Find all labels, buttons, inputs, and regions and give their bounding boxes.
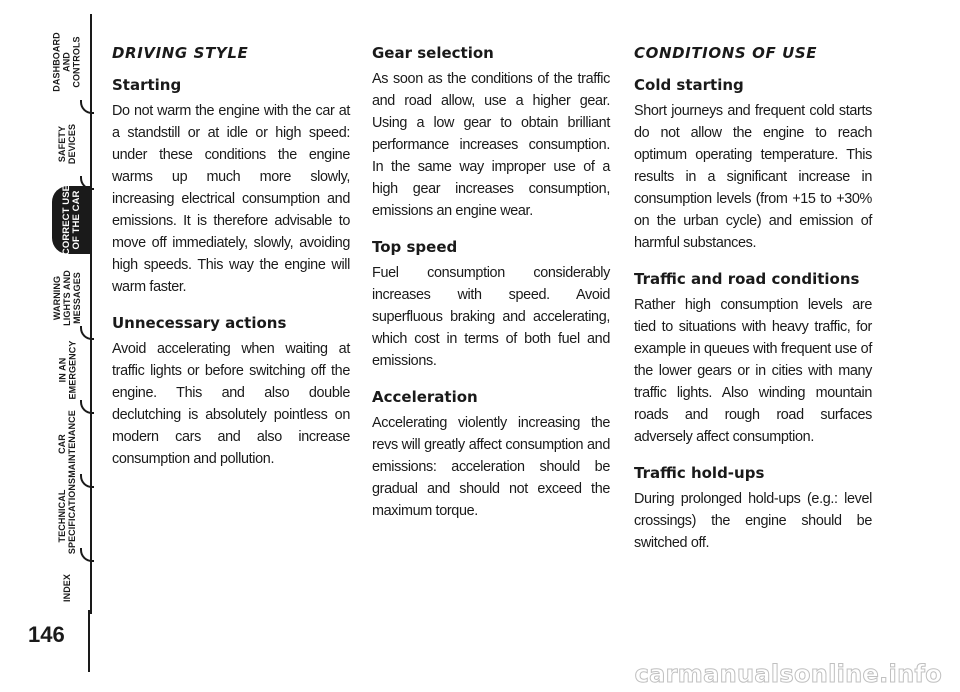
tab-in-an-emergency[interactable] xyxy=(44,336,90,404)
tab-label: SAFETY DEVICES xyxy=(57,123,77,165)
subsection-heading: Starting xyxy=(112,76,182,94)
tab-technical-specifications[interactable] xyxy=(44,477,90,555)
column-gears-speed xyxy=(372,44,610,538)
paragraph: During prolonged hold-ups (e.g.: level crossings) the engine should be switched off. xyxy=(634,491,872,551)
tab-correct-use-of-the-car[interactable] xyxy=(52,186,92,254)
tab-car-maintenance[interactable] xyxy=(44,410,90,478)
paragraph: Short journeys and frequent cold starts do not allow the engine to reach optimum operating temperature. This results in a significant increase in consumption levels (from +15 to +30% on the urban cycle) and emission of harmful substances. xyxy=(634,103,872,251)
page-number: 146 xyxy=(28,622,65,647)
chapter-tab-strip xyxy=(0,0,96,692)
tab-label: WARNING LIGHTS AND MESSAGES xyxy=(52,270,83,326)
subsection-heading: Unnecessary actions xyxy=(112,314,287,332)
page-number-divider xyxy=(88,610,90,672)
section-title: DRIVING STYLE xyxy=(112,44,249,62)
tab-label: DASHBOARD AND CONTROLS xyxy=(52,32,82,92)
tab-label: IN AN EMERGENCY xyxy=(57,340,78,400)
tab-index[interactable] xyxy=(44,554,90,622)
tab-label: CAR MAINTENANCE xyxy=(57,410,78,478)
paragraph: Rather high consumption levels are tied to situations with heavy traffic, for example in queues with frequent use of the lower gears or in cities with many traffic lights. Also winding mountain roads and rough road surfaces adversely affect consumption. xyxy=(634,297,872,445)
paragraph: Do not warm the engine with the car at a standstill or at idle or high speed: under these conditions the engine warms up much more slowly, increasing electrical consumption and emissions. It is therefore advisable to move off immediately, slowly, avoiding high speeds. This way the engine will warm faster. xyxy=(112,103,350,295)
subsection-heading: Acceleration xyxy=(372,388,478,406)
paragraph: Avoid accelerating when waiting at traffic lights or before switching off the engine. This and also double declutching is absolutely pointless on modern cars and also increase consumption and pollution. xyxy=(112,341,350,467)
tab-warning-lights-and-messages[interactable] xyxy=(44,264,90,332)
tab-label: TECHNICAL SPECIFICATIONS xyxy=(57,477,77,555)
subsection-heading: Traffic and road conditions xyxy=(634,270,860,288)
paragraph: As soon as the conditions of the traffic and road allow, use a higher gear. Using a low gear to obtain brilliant performance increases consumption. In the same way improper use of a high gear increases consumption, emissions an engine wear. xyxy=(372,71,610,219)
watermark: carmanualsonline.info xyxy=(634,660,942,688)
section-title: CONDITIONS OF USE xyxy=(634,44,818,62)
column-conditions-of-use xyxy=(634,44,872,570)
tab-dashboard-and-controls[interactable] xyxy=(44,28,90,96)
tab-safety-devices[interactable] xyxy=(44,110,90,178)
paragraph: Fuel consumption considerably increases with speed. Avoid superfluous braking and accelerating, which cost in terms of both fuel and emissions. xyxy=(372,265,610,369)
subsection-heading: Traffic hold-ups xyxy=(634,464,765,482)
tab-label: CORRECT USE OF THE CAR xyxy=(61,184,82,256)
paragraph: Accelerating violently increasing the revs will greatly affect consumption and emissions: acceleration should be gradual and should not exceed the maximum torque. xyxy=(372,415,610,519)
subsection-heading: Top speed xyxy=(372,238,458,256)
tab-label: INDEX xyxy=(61,573,72,603)
subsection-heading: Gear selection xyxy=(372,44,494,62)
subsection-heading: Cold starting xyxy=(634,76,744,94)
column-driving-style xyxy=(112,44,350,486)
